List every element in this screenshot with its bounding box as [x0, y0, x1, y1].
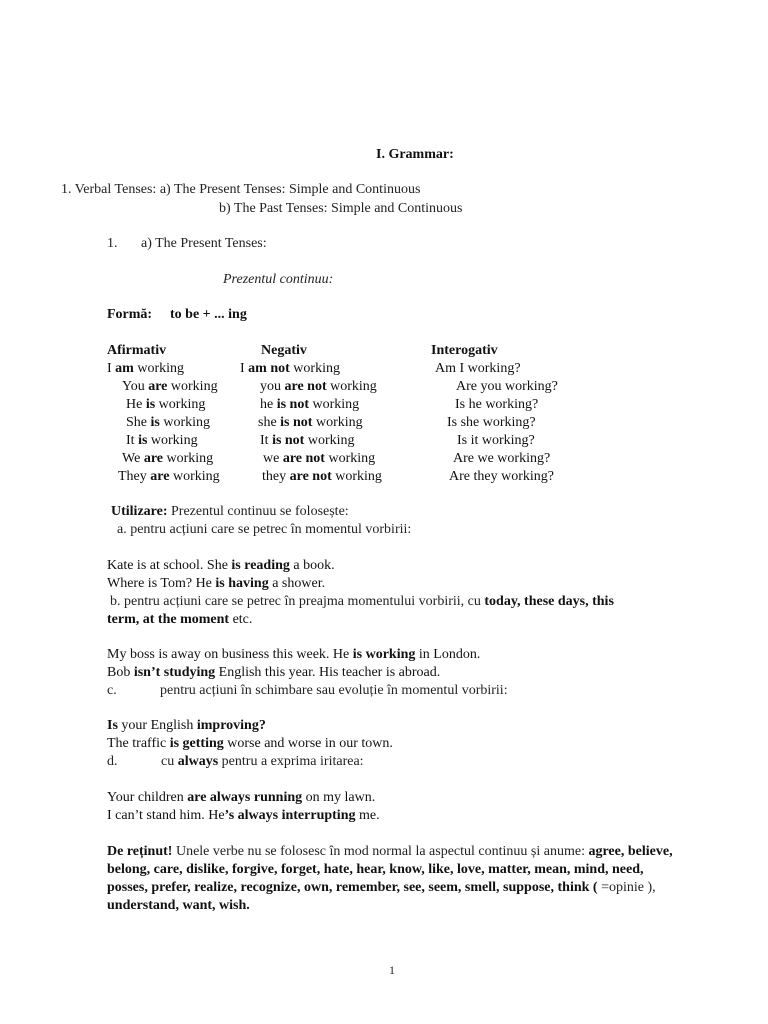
intro-line-1: 1. Verbal Tenses: a) The Present Tenses: Simple and Continuous	[61, 182, 421, 197]
header-affirmative: Afirmativ	[107, 343, 167, 358]
usage-b: b. pentru acțiuni care se petrec în preajma momentului vorbirii, cu today, these days, this	[110, 594, 614, 609]
example-4: Bob isn’t studying English this year. His teacher is abroad.	[107, 665, 441, 680]
table-row-aff: He is working	[126, 397, 206, 412]
example-5: Is your English improving?	[107, 718, 266, 733]
table-row-aff: It is working	[126, 433, 198, 448]
table-row-int: Am I working?	[435, 361, 521, 376]
section-label: a) The Present Tenses:	[141, 236, 267, 251]
example-1: Kate is at school. She is reading a book.	[107, 558, 335, 573]
table-row-neg: we are not working	[263, 451, 376, 466]
table-row-aff: You are working	[122, 379, 218, 394]
note-paragraph: De reținut! Unele verbe nu se folosesc în mod normal la aspectul continuu și anume: agree, believe, belong, care, dislike, forgive, forget, hate, hear, know, like, love, matter, mean, mind, need, posses, prefer, realize, recognize, own, remember, see, seem, smell, suppose, think ( =opinie ), understand, want, wish.	[107, 844, 673, 913]
usage-a: a. pentru acțiuni care se petrec în momentul vorbirii:	[117, 522, 412, 537]
table-row-int: Are they working?	[449, 469, 554, 484]
header-negative: Negativ	[261, 343, 307, 358]
table-row-neg: It is not working	[260, 433, 355, 448]
example-6: The traffic is getting worse and worse in our town.	[107, 736, 393, 751]
example-8: I can’t stand him. He’s always interrupting me.	[107, 808, 380, 823]
example-7: Your children are always running on my lawn.	[107, 790, 376, 805]
table-row-int: Are you working?	[456, 379, 558, 394]
usage-heading: Utilizare: Prezentul continuu se folosește:	[111, 504, 349, 519]
table-row-neg: he is not working	[260, 397, 360, 412]
table-row-aff: She is working	[126, 415, 211, 430]
form-label: Formă:	[107, 307, 153, 322]
example-2: Where is Tom? He is having a shower.	[107, 576, 326, 591]
table-row-int: Is she working?	[447, 415, 536, 430]
section-number: 1.	[107, 236, 118, 251]
usage-c-number: c.	[107, 683, 117, 698]
page-title: I. Grammar:	[376, 147, 454, 162]
table-row-int: Is he working?	[455, 397, 539, 412]
usage-b-continued: term, at the moment etc.	[107, 612, 253, 627]
table-row-aff: I am working	[107, 361, 185, 376]
section-subtitle: Prezentul continuu:	[223, 272, 334, 287]
intro-line-2: b) The Past Tenses: Simple and Continuous	[219, 201, 463, 216]
table-row-neg: they are not working	[262, 469, 382, 484]
table-row-int: Is it working?	[457, 433, 535, 448]
table-row-aff: They are working	[118, 469, 220, 484]
form-value: to be + ... ing	[170, 307, 247, 322]
usage-c: pentru acțiuni în schimbare sau evoluție în momentul vorbirii:	[160, 683, 508, 698]
example-3: My boss is away on business this week. He is working in London.	[107, 647, 481, 662]
usage-d-number: d.	[107, 754, 118, 769]
table-row-neg: she is not working	[258, 415, 363, 430]
table-row-int: Are we working?	[453, 451, 551, 466]
table-row-neg: I am not working	[240, 361, 340, 376]
usage-d: cu always pentru a exprima iritarea:	[161, 754, 364, 769]
header-interrogative: Interogativ	[431, 343, 498, 358]
page-number: 1	[389, 963, 395, 977]
table-row-aff: We are working	[122, 451, 214, 466]
table-row-neg: you are not working	[260, 379, 377, 394]
